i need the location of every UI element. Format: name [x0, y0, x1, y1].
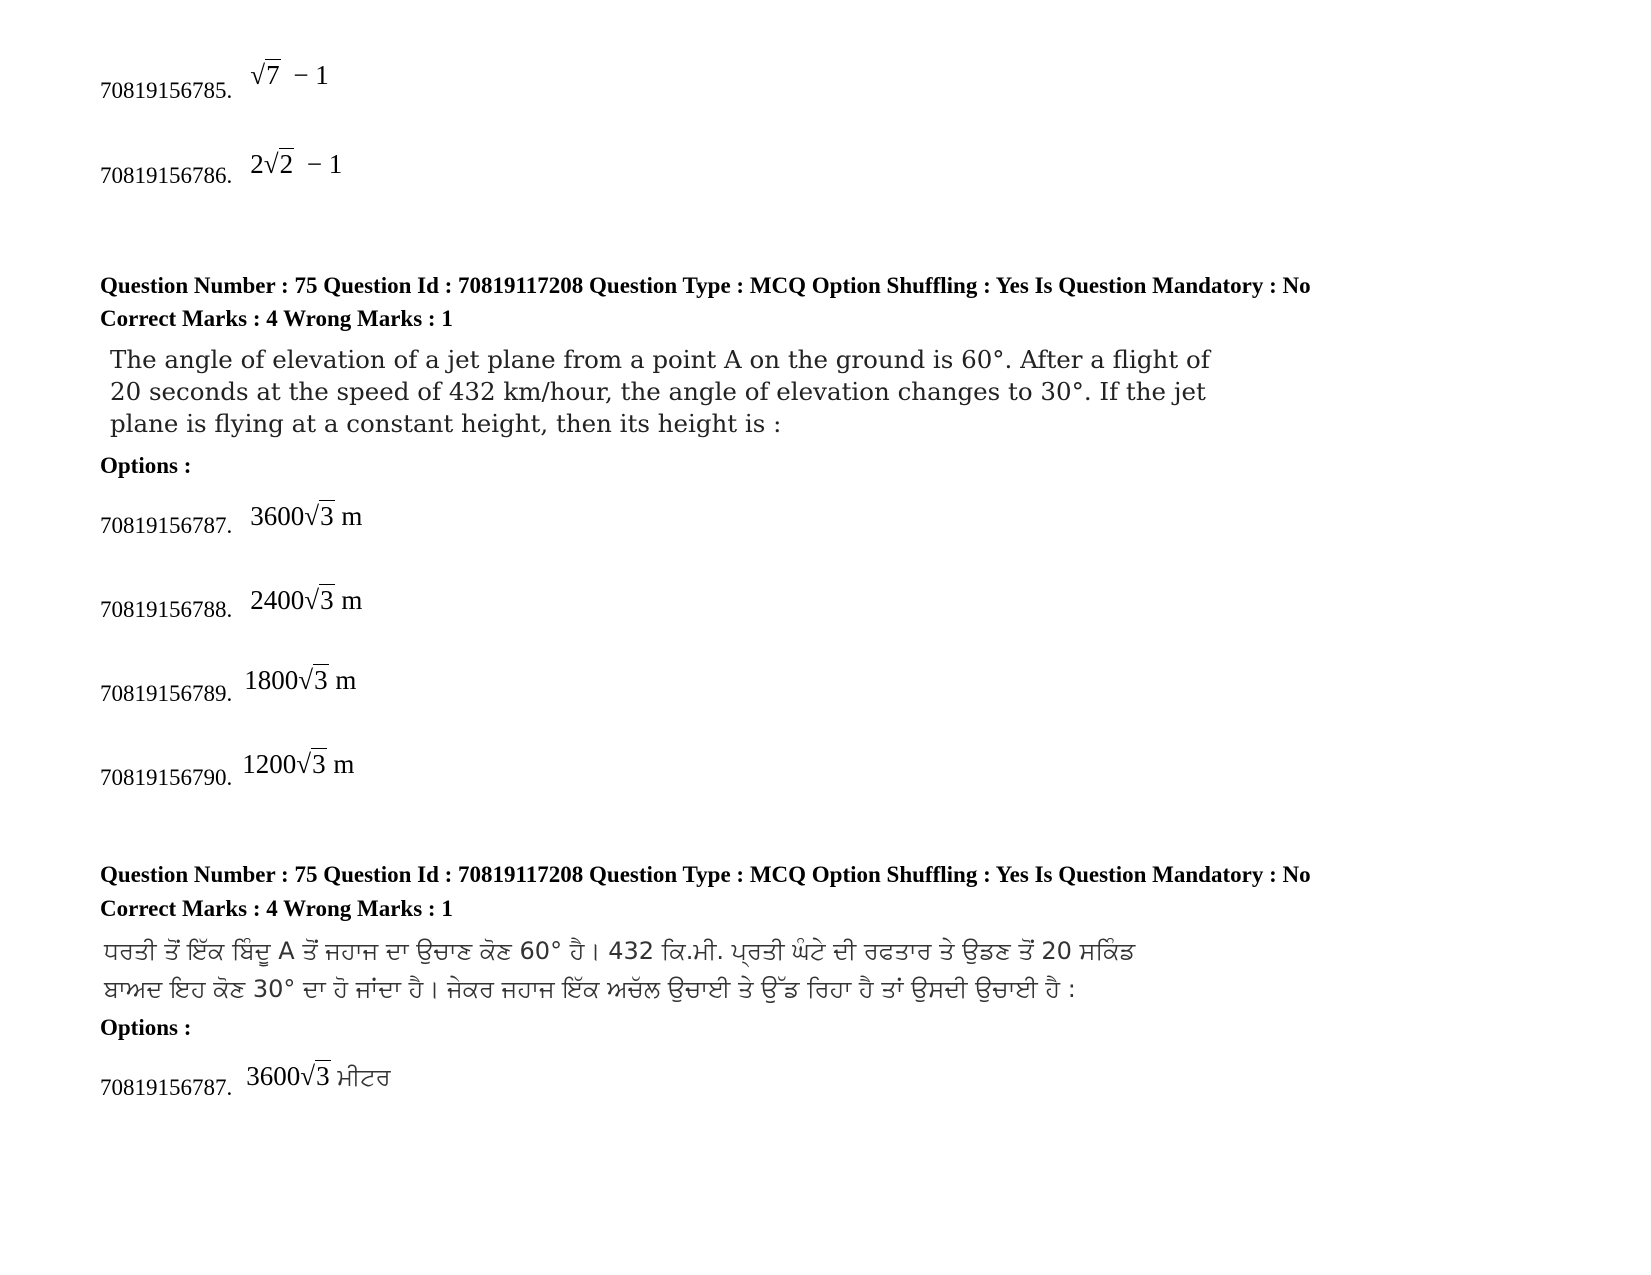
option-value: 2√2 − 1: [250, 149, 343, 179]
prev-option-2: [100, 149, 348, 190]
option-id: 70819156787.: [100, 1075, 233, 1100]
sqrt-symbol: √2: [263, 149, 294, 179]
option-id: 70819156790.: [100, 765, 233, 790]
options-label: Options :: [100, 1015, 192, 1040]
option-value: 1800√3 m: [244, 665, 357, 695]
option-value: 3600√3 m: [250, 501, 363, 531]
option-item: [100, 665, 357, 708]
option-id: 70819156787.: [100, 513, 233, 538]
option-value: 1200√3 m: [242, 749, 355, 779]
option-item: [100, 749, 355, 792]
question-header: Question Number : 75 Question Id : 70819117208 Question Type : MCQ Option Shuffling : Yes Is Question Mandatory : No: [100, 862, 1311, 887]
marks-line: Correct Marks : 4 Wrong Marks : 1: [100, 896, 453, 921]
marks-line: Correct Marks : 4 Wrong Marks : 1: [100, 306, 453, 331]
option-value: 2400√3 m: [250, 585, 363, 615]
question-header: Question Number : 75 Question Id : 70819117208 Question Type : MCQ Option Shuffling : Yes Is Question Mandatory : No: [100, 273, 1311, 298]
option-id: 70819156785.: [100, 78, 233, 103]
options-label: Options :: [100, 453, 192, 478]
option-id: 70819156788.: [100, 597, 233, 622]
question-text: The angle of elevation of a jet plane from a point A on the ground is 60°. After a flight of 20 seconds at the speed of 432 km/hour, the angle of elevation changes to 30°. If the jet plane is flying at a constant height, then its height is :: [110, 345, 1210, 438]
sqrt-symbol: √3: [298, 665, 328, 695]
sqrt-symbol: √7: [250, 60, 280, 90]
option-id: 70819156789.: [100, 681, 233, 706]
option-item: [100, 585, 363, 624]
sqrt-symbol: √3: [300, 1061, 330, 1091]
option-item: [100, 1061, 391, 1102]
option-value: 3600√3 ਮੀਟਰ: [246, 1061, 391, 1091]
sqrt-symbol: √3: [304, 501, 334, 531]
option-value: √7 − 1: [250, 60, 329, 90]
option-id: 70819156786.: [100, 163, 233, 188]
sqrt-symbol: √3: [296, 749, 326, 779]
sqrt-symbol: √3: [304, 585, 334, 615]
prev-option-1: [100, 60, 335, 105]
question-text: ਧਰਤੀ ਤੋਂ ਇੱਕ ਬਿੰਦੂ A ਤੋਂ ਜਹਾਜ ਦਾ ਉਚਾਣ ਕੋਣ 60° ਹੈ। 432 ਕਿ.ਮੀ. ਪ੍ਰਤੀ ਘੰਟੇ ਦੀ ਰਫਤਾਰ ਤੇ ਉਡਣ ਤੋਂ 20 ਸਕਿੰਡ ਬਾਅਦ ਇਹ ਕੋਣ 30° ਦਾ ਹੋ ਜਾਂਦਾ ਹੈ। ਜੇਕਰ ਜਹਾਜ ਇੱਕ ਅਚੱਲ ਉਚਾਈ ਤੇ ਉੱਡ ਰਿਹਾ ਹੈ ਤਾਂ ਉਸਦੀ ਉਚਾਈ ਹੈ :: [104, 937, 1136, 1003]
option-item: [100, 501, 363, 540]
